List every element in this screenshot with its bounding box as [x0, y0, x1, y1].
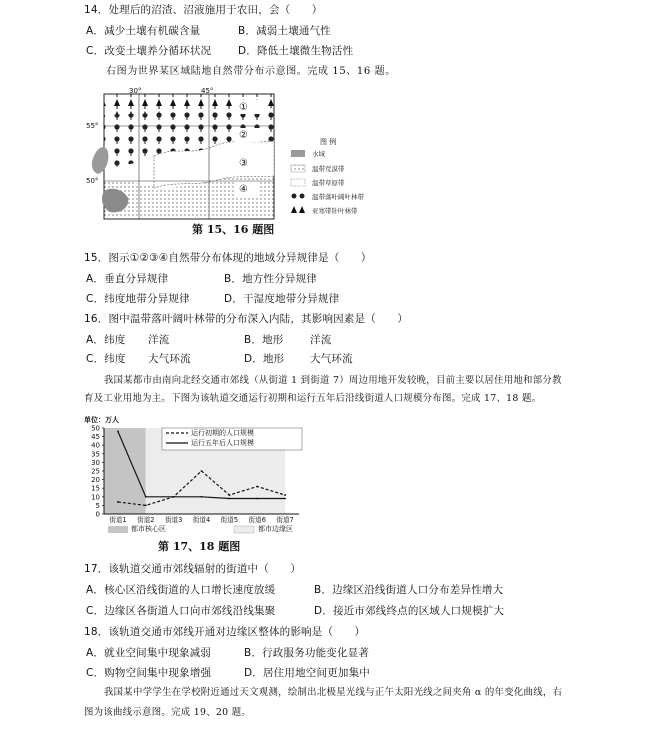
- series-0-point-4: [228, 494, 230, 496]
- legend-desert: 温带荒漠带: [312, 165, 345, 173]
- series-1-point-0: [117, 431, 119, 433]
- q16-option-b-2: 洋流: [310, 334, 332, 346]
- q17-option-d: D．接近市郊线终点的区域人口规模扩大: [314, 605, 505, 617]
- chart-region-0: [104, 428, 146, 514]
- q17-option-b: B．边缘区沿线街道人口分布差异性增大: [314, 584, 504, 596]
- y-tick-label-3: 15: [91, 484, 100, 493]
- legend-swatch-steppe: [291, 179, 305, 186]
- q18-option-b: B．行政服务功能变化显著: [244, 647, 370, 659]
- legend-swatch-coniferous: [291, 206, 305, 213]
- legend-coniferous: 亚寒带针叶林带: [312, 207, 358, 215]
- series-0-point-1: [145, 505, 147, 507]
- lat-label-50: 50°: [86, 177, 99, 185]
- region-edge-label: 都市边缘区: [258, 525, 293, 533]
- y-tick-label-9: 45: [91, 433, 100, 442]
- x-tick-label-2: 街道3: [164, 516, 183, 524]
- legend-initial: 运行初期的人口规模: [191, 429, 254, 437]
- region-core-swatch: [108, 526, 128, 533]
- intro-17-18-line1: 我国某都市由南向北经交通市郊线（从街道 1 到街道 7）周边用地开发较晚，目前主要以居住用地和部分教: [104, 375, 562, 386]
- legend-water: 水域: [312, 150, 325, 158]
- zone-label-4: ④: [239, 184, 248, 195]
- intro-19-20-line2: 图为该曲线示意图。完成 19、20 题。: [84, 707, 252, 718]
- q16-option-c-1: C．纬度: [86, 353, 126, 365]
- q18-option-c: C．购物空间集中现象增强: [86, 667, 212, 679]
- x-tick-label-5: 街道6: [248, 516, 266, 524]
- q15-option-d: D．干湿度地带分异规律: [224, 293, 340, 305]
- legend-swatch-desert: [291, 165, 305, 172]
- lon-label-30: 30°: [129, 87, 142, 95]
- y-tick-label-4: 20: [91, 476, 100, 485]
- q15-option-c: C．纬度地带分异规律: [86, 293, 190, 305]
- map-caption: 第 15、16 题图: [192, 223, 275, 236]
- y-tick-label-8: 40: [91, 441, 100, 450]
- region-edge-swatch: [234, 526, 254, 533]
- series-1-point-4: [228, 498, 230, 500]
- q14-option-b: B．减弱土壤通气性: [238, 25, 332, 37]
- region-core-label: 都市核心区: [131, 525, 166, 533]
- x-tick-label-0: 街道1: [109, 516, 127, 524]
- x-tick-label-6: 街道7: [276, 516, 294, 524]
- legend-five-years: 运行五年后人口规模: [191, 439, 254, 447]
- y-tick-label-0: 0: [95, 510, 100, 519]
- q15-option-b: B．地方性分异规律: [224, 273, 318, 285]
- series-0-point-5: [256, 486, 258, 488]
- series-1-point-6: [284, 498, 286, 500]
- legend-swatches: [290, 148, 312, 220]
- q14-option-d: D．降低土壤微生物活性: [238, 45, 354, 57]
- series-1-point-3: [201, 496, 203, 498]
- q14-option-c: C．改变土壤养分循环状况: [86, 45, 212, 57]
- y-tick-label-7: 35: [91, 450, 100, 459]
- q15-stem: 15．图示①②③④自然带分布体现的地域分异规律是（ ）: [84, 252, 372, 264]
- q16-stem: 16．图中温带落叶阔叶林带的分布深入内陆，其影响因素是（ ）: [84, 313, 409, 325]
- y-tick-label-5: 25: [91, 467, 100, 476]
- chart-caption: 第 17、18 题图: [158, 540, 241, 553]
- legend-swatch-deciduous: [292, 194, 305, 199]
- zone-label-3: ③: [239, 158, 248, 169]
- q16-option-a-1: A．纬度: [86, 334, 126, 346]
- legend-title: 图 例: [320, 138, 337, 146]
- q16-option-a-2: 洋流: [148, 334, 170, 346]
- q16-option-b-1: B．地形: [244, 334, 284, 346]
- series-0-point-0: [117, 501, 119, 503]
- y-tick-label-10: 50: [91, 424, 100, 433]
- natural-zone-map: [84, 86, 384, 236]
- q15-option-a: A．垂直分异规律: [86, 273, 169, 285]
- series-1-point-5: [256, 498, 258, 500]
- intro-15-16: 右图为世界某区域陆地自然带分布示意图。完成 15、16 题。: [106, 66, 396, 77]
- intro-19-20-line1: 我国某中学学生在学校附近通过天文观测，绘制出北极星光线与正午太阳光线之间夹角 α 的年变化曲线，右: [104, 687, 563, 698]
- y-tick-label-6: 30: [91, 458, 100, 467]
- chart-ylabel: 单位：万人: [84, 416, 119, 424]
- y-tick-label-2: 10: [91, 493, 100, 502]
- legend-deciduous: 温带落叶阔叶林带: [312, 193, 364, 201]
- x-tick-label-3: 街道4: [192, 516, 211, 524]
- lat-label-55: 55°: [86, 122, 99, 130]
- x-tick-label-4: 街道5: [220, 516, 239, 524]
- series-1-point-1: [145, 496, 147, 498]
- q14-option-a: A．减少土壤有机碳含量: [86, 25, 201, 37]
- q16-option-d-2: 大气环流: [310, 353, 353, 365]
- population-chart: [84, 414, 314, 556]
- q17-option-a: A．核心区沿线街道的人口增长速度放缓: [86, 584, 276, 596]
- q18-stem: 18．该轨道交通市郊线开通对边缘区整体的影响是（ ）: [84, 626, 366, 638]
- series-0-point-6: [284, 494, 286, 496]
- q17-option-c: C．边缘区各街道人口向市郊线沿线集聚: [86, 605, 276, 617]
- x-tick-label-1: 街道2: [137, 516, 155, 524]
- intro-17-18-line2: 育及工业用地为主。下图为该轨道交通运行初期和运行五年后沿线街道人口规模分布图。完成 17、18 题。: [84, 393, 542, 404]
- lon-label-45: 45°: [201, 87, 214, 95]
- q14-stem: 14．处理后的沼渣、沼液施用于农田，会（ ）: [84, 4, 323, 16]
- q18-option-d: D．居住用地空间更加集中: [244, 667, 370, 679]
- q17-stem: 17．该轨道交通市郊线辐射的街道中（ ）: [84, 563, 302, 575]
- q16-option-d-1: D．地形: [244, 353, 285, 365]
- zone-label-1: ①: [239, 102, 248, 113]
- q16-option-c-2: 大气环流: [148, 353, 191, 365]
- series-1-point-2: [173, 496, 175, 498]
- zone-label-2: ②: [239, 130, 248, 141]
- y-tick-label-1: 5: [95, 501, 100, 510]
- q18-option-a: A．就业空间集中现象减弱: [86, 647, 212, 659]
- series-0-point-3: [201, 470, 203, 472]
- legend-steppe: 温带草原带: [312, 179, 345, 187]
- legend-swatch-water: [291, 150, 305, 157]
